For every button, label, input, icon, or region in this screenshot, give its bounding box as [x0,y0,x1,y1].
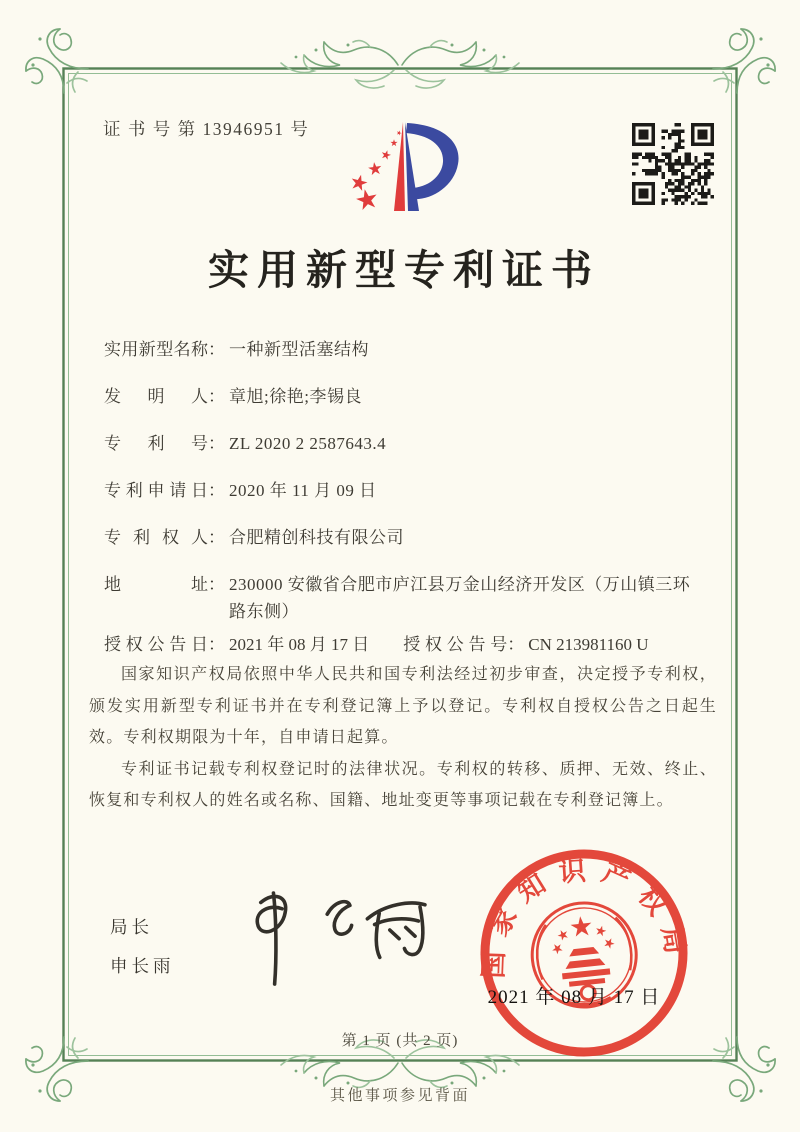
seal-date: 2021 年 08 月 17 日 [487,987,661,1008]
field-label: 实用新型名称 [104,340,208,359]
signatory-title: 局长 [110,917,153,937]
field-label: 授权公告日 [104,635,208,654]
grant-date-pair [104,631,369,658]
field-colon: ： [507,635,525,654]
field-row-name [104,336,716,363]
signature-script-icon [226,880,440,992]
field-row-inventors [104,383,716,410]
signatory-block [110,914,175,992]
back-note: 其他事项参见背面 [329,1088,470,1104]
signatory-name: 申长雨 [110,956,175,976]
cnipa-logo-icon [344,110,514,230]
certificate-number: 证 书 号 第 13946951 号 [103,119,310,139]
field-label: 发明人 [104,387,208,406]
field-colon: ： [208,434,225,453]
legal-text [89,659,717,817]
field-row-filing-date [104,477,716,504]
seal-text: 国家知识产权局 [478,854,693,980]
field-row-grant [104,631,716,658]
field-colon: ： [208,575,225,594]
field-value: 2021 年 08 月 17 日 [229,635,370,654]
field-colon: ： [208,481,225,500]
field-label: 地址 [104,575,208,594]
field-row-address [104,571,716,625]
field-value: 章旭;徐艳;李锡良 [229,387,362,406]
legal-paragraph-2: 专利证书记载专利权登记时的法律状况。专利权的转移、质押、无效、终止、恢复和专利权人的姓名或名称、国籍、地址变更等事项记载在专利登记簿上。 [89,760,717,809]
page-number: 第 1 页 (共 2 页) [341,1033,459,1049]
legal-paragraph-1: 国家知识产权局依照中华人民共和国专利法经过初步审查，决定授予专利权，颁发实用新型专利证书并在专利登记簿上予以登记。专利权自授权公告之日起生效。专利权期限为十年，自申请日起算。 [89,666,717,746]
qr-code [632,123,714,205]
field-value: ZL 2020 2 2587643.4 [229,434,387,453]
field-row-patentee [104,524,716,551]
field-value: 一种新型活塞结构 [229,340,369,359]
field-label: 授权公告号 [403,635,508,654]
field-value: 2020 年 11 月 09 日 [229,481,377,500]
field-colon: ： [208,340,225,359]
field-colon: ： [208,528,225,547]
field-colon: ： [208,635,225,654]
field-label: 专利申请日 [104,481,208,500]
field-list [104,336,716,658]
field-colon: ： [208,387,225,406]
field-label: 专利号 [104,434,208,453]
field-label: 专利权人 [104,528,208,547]
field-value: 230000 安徽省合肥市庐江县万金山经济开发区（万山镇三环路东侧） [229,575,691,621]
field-value: 合肥精创科技有限公司 [229,528,404,547]
grant-number-pair [403,631,648,658]
field-value: CN 213981160 U [528,635,649,654]
certificate-title: 实用新型专利证书 [208,247,600,293]
field-row-patent-no [104,430,716,457]
